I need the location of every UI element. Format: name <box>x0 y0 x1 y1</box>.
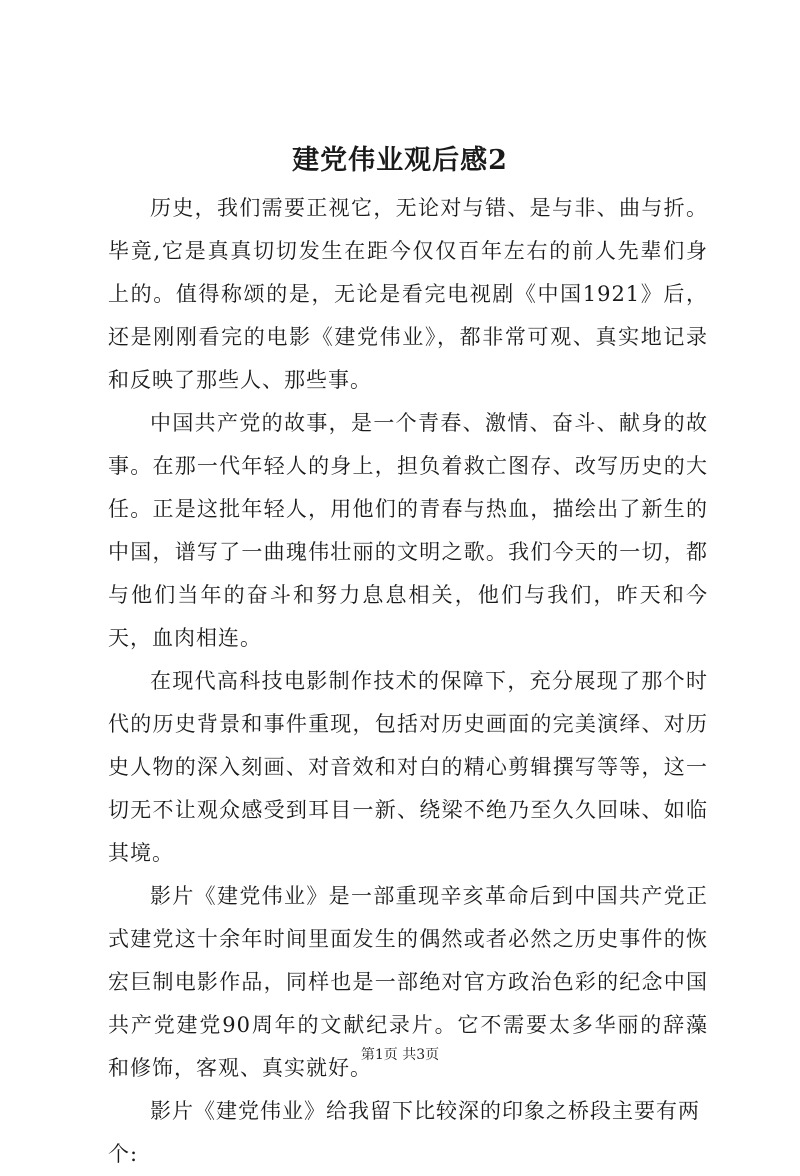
page-number-footer: 第1页 共3页 <box>360 1047 440 1063</box>
paragraph-1: 历史，我们需要正视它，无论对与错、是与非、曲与折。毕竟,它是真真切切发生在距今仅仅百年左右的前人先辈们身上的。值得称颂的是，无论是看完电视剧《中国1921》后，还是刚刚看完的电影《建党伟业》，都非常可观、真实地记录和反映了那些人、那些事。 <box>108 196 708 392</box>
paragraph-5: 影片《建党伟业》给我留下比较深的印象之桥段主要有两个: <box>108 1099 700 1166</box>
paragraph-2: 中国共产党的故事，是一个青春、激情、奋斗、献身的故事。在那一代年轻人的身上，担负着救亡图存、改写历史的大任。正是这批年轻人，用他们的青春与热血，描绘出了新生的中国，谱写了一曲瑰伟壮丽的文明之歌。我们今天的一切，都与他们当年的奋斗和努力息息相关，他们与我们，昨天和今天，血肉相连。 <box>108 411 708 650</box>
document-body <box>108 187 708 1176</box>
paragraph-3: 在现代高科技电影制作技术的保障下，充分展现了那个时代的历史背景和事件重现，包括对历史画面的完美演绎、对历史人物的深入刻画、对音效和对白的精心剪辑撰写等等，这一切无不让观众感受到耳目一新、绕梁不绝乃至久久回味、如临其境。 <box>108 669 708 865</box>
paragraph-4: 影片《建党伟业》是一部重现辛亥革命后到中国共产党正式建党这十余年时间里面发生的偶然或者必然之历史事件的恢宏巨制电影作品，同样也是一部绝对官方政治色彩的纪念中国共产党建党90周年的文献纪录片。它不需要太多华丽的辞藻和修饰，客观、真实就好。 <box>108 884 708 1080</box>
document-title: 建党伟业观后感2 <box>292 145 508 176</box>
